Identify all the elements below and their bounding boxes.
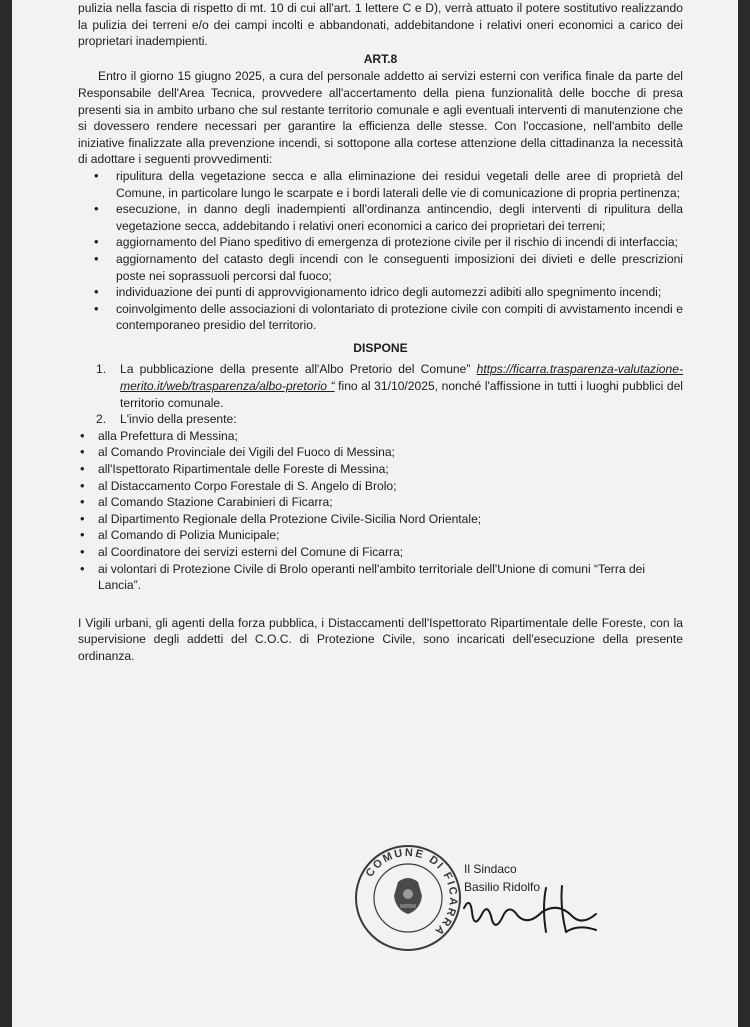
- intro-paragraph: pulizia nella fascia di rispetto di mt. 10 di cui all'art. 1 lettere C e D), verrà attuato il potere sostitutivo realizzando la pulizia dei terreni e/o dei campi incolti e abbandonati, addebitandone i relativi oneri economici a carico dei proprietari inadempienti.: [78, 1, 683, 49]
- list-item: • al Comando Stazione Carabinieri di Ficarra;: [88, 494, 683, 511]
- list-item: • al Comando di Polizia Municipale;: [88, 527, 683, 544]
- recipients-label: L'invio della presente:: [120, 412, 237, 427]
- handwritten-signature: [452, 880, 622, 940]
- dispone-heading: DISPONE: [353, 340, 408, 355]
- art8-heading: ART.8: [363, 51, 398, 66]
- municipal-stamp-seal: [352, 842, 464, 954]
- dispone-item-recipients: [78, 411, 683, 428]
- dispone-list: [78, 361, 683, 427]
- publication-text-end: fino al 31/10/2025, nonché l'affissione in tutti i luoghi pubblici del territorio comunale.: [120, 379, 683, 410]
- item-number: 2.: [96, 412, 107, 427]
- list-item: • ripulitura della vegetazione secca e alla eliminazione dei residui vegetali delle aree di proprietà del Comune, in particolare lungo le scarpate e i bordi laterali delle vie di comunicazione di propria pertinenza;: [116, 168, 683, 201]
- publication-text: La pubblicazione della presente all'Albo Pretorio del Comune”: [120, 362, 477, 377]
- list-item: • ai volontari di Protezione Civile di Brolo operanti nell'ambito territoriale dell'Unione di comuni “Terra dei Lancia”.: [88, 561, 683, 594]
- list-item: • al Dipartimento Regionale della Protezione Civile-Sicilia Nord Orientale;: [88, 511, 683, 528]
- list-item: • individuazione dei punti di approvvigionamento idrico degli automezzi adibiti allo spegnimento incendi;: [116, 284, 683, 301]
- closing-paragraph: I Vigili urbani, gli agenti della forza pubblica, i Distaccamenti dell'Ispettorato Ripartimentale delle Foreste, con la supervisione degli addetti del C.O.C. di Protezione Civile, sono incaricati dell'esecuzione della presente ordinanza.: [78, 615, 683, 663]
- list-item: • esecuzione, in danno degli inadempienti all'ordinanza antincendio, degli interventi di ripulitura della vegetazione secca, addebitando i relativi oneri economici a carico dei proprietari dei terreni;: [116, 201, 683, 234]
- stamp-emblem: [394, 878, 422, 914]
- recipients-list: [78, 428, 683, 594]
- list-item: • all'Ispettorato Ripartimentale delle Foreste di Messina;: [88, 461, 683, 478]
- dispone-item-publication: [78, 361, 683, 411]
- list-item: • aggiornamento del Piano speditivo di emergenza di protezione civile per il rischio di incendi di interfaccia;: [116, 234, 683, 251]
- item-number: 1.: [96, 362, 107, 377]
- mayor-title: Il Sindaco: [464, 862, 517, 876]
- document-body: [78, 0, 683, 665]
- list-item: • al Coordinatore dei servizi esterni del Comune di Ficarra;: [88, 544, 683, 561]
- art8-paragraph: Entro il giorno 15 giugno 2025, a cura del personale addetto ai servizi esterni con verifica finale da parte del Responsabile dell'Area Tecnica, provvedere all'accertamento della piena funzionalità delle bocche di presa presenti sia in ambito urbano che sul restante territorio comunale e agli eventuali interventi di manutenzione che si dovessero rendere necessari per garantire la efficienza delle stesse. Con l'occasione, nell'ambito delle iniziative finalizzate alla prevenzione incendi, si sottopone alla cortese attenzione della cittadinanza la necessità di adottare i seguenti provvedimenti:: [78, 69, 683, 167]
- stamp-text: COMUNE DI FICARRA: [363, 846, 460, 939]
- list-item: • aggiornamento del catasto degli incendi con le conseguenti imposizioni dei divieti e delle prescrizioni poste nei soprassuoli percorsi dal fuoco;: [116, 251, 683, 284]
- albo-pretorio-link[interactable]: https://ficarra.trasparenza-valutazione-merito.it/web/trasparenza/albo-pretorio “: [120, 362, 683, 394]
- document-page: [12, 0, 738, 1027]
- list-item: • alla Prefettura di Messina;: [88, 428, 683, 445]
- list-item: • coinvolgimento delle associazioni di volontariato di protezione civile con compiti di avvistamento incendi e contemporaneo presidio del territorio.: [116, 301, 683, 334]
- mayor-name: Basilio Ridolfo: [464, 880, 541, 894]
- list-item: • al Distaccamento Corpo Forestale di S. Angelo di Brolo;: [88, 478, 683, 495]
- art8-measures-list: [78, 168, 683, 334]
- list-item: • al Comando Provinciale dei Vigili del Fuoco di Messina;: [88, 444, 683, 461]
